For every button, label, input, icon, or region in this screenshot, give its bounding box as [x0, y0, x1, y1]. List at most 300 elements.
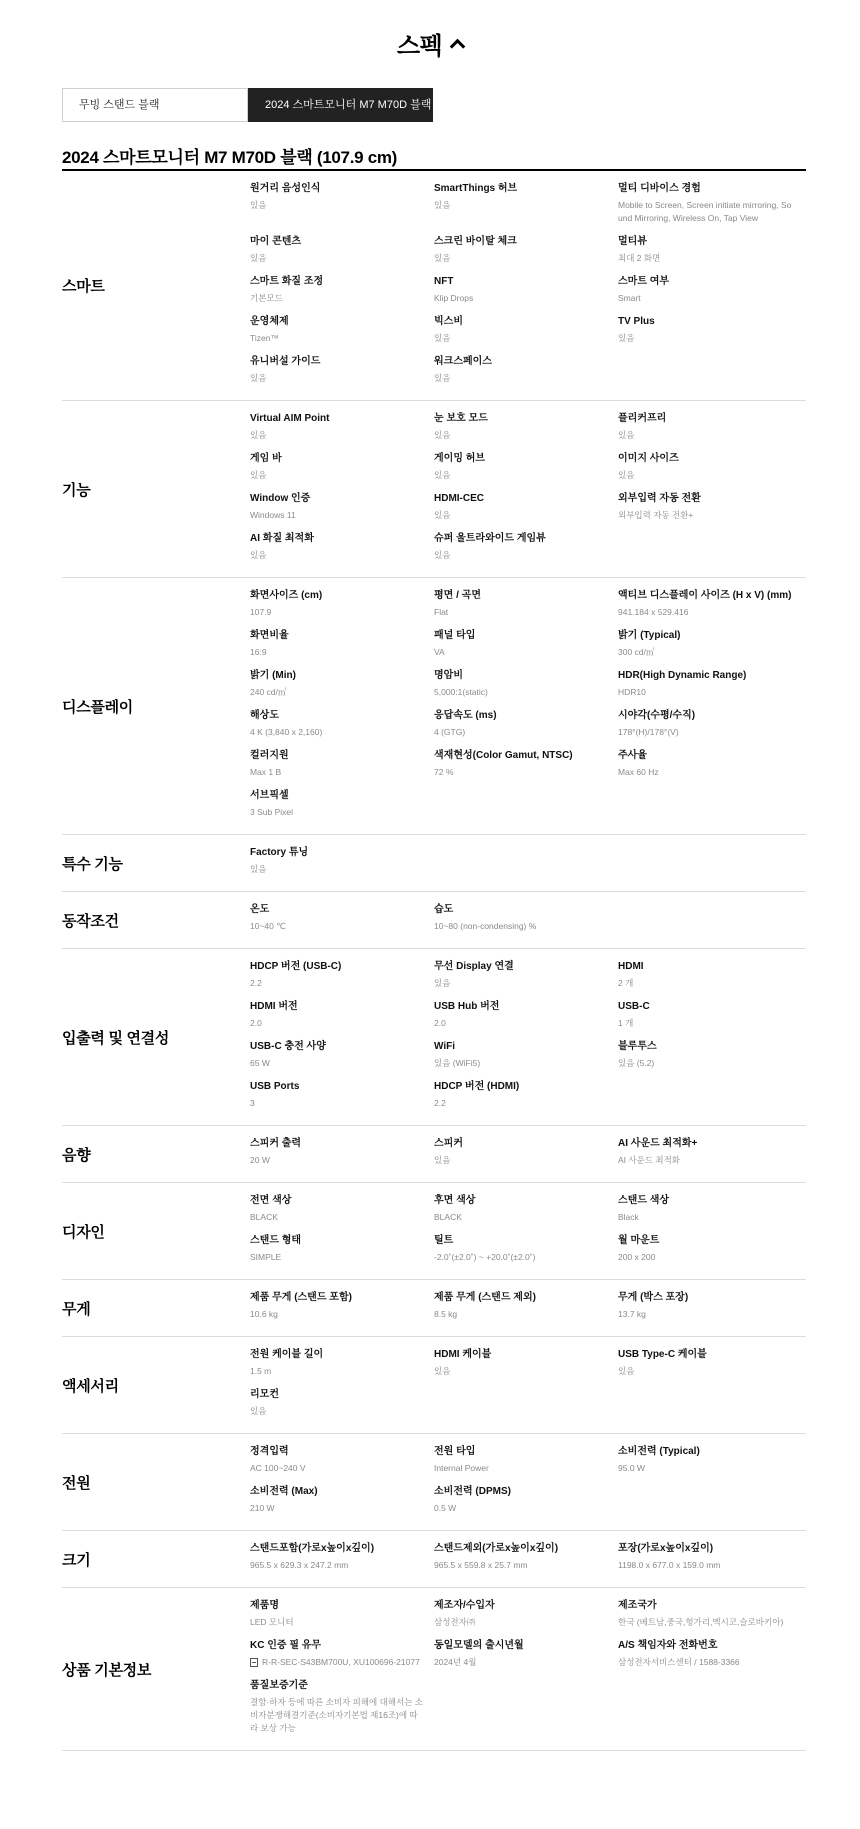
spec-value-text: 있음 [618, 1366, 635, 1376]
spec-value [250, 1502, 424, 1515]
section-body [250, 1531, 806, 1587]
spec-label: Virtual AIM Point [250, 413, 330, 424]
model-tabs [62, 88, 478, 122]
spec-value-text: 한국 (베트남,중국,헝가리,멕시코,슬로바키아) [618, 1617, 784, 1627]
spec-value-text: Max 60 Hz [618, 767, 659, 777]
spec-label: 제조자/수입자 [434, 1600, 495, 1611]
spec-label: NFT [434, 276, 454, 287]
spec-item [618, 1347, 802, 1387]
spec-value [618, 1154, 792, 1167]
spec-value [250, 509, 424, 522]
spec-value [250, 977, 424, 990]
spec-value [434, 1502, 608, 1515]
spec-value [250, 292, 424, 305]
spec-label: 스탠드포함(가로x높이x깊이) [250, 1543, 375, 1554]
section-body [250, 1434, 806, 1530]
spec-value [250, 1251, 424, 1264]
section-title: 디자인 [62, 1223, 105, 1241]
spec-value-text: Max 1 B [250, 767, 282, 777]
spec-value-text: 있음 [250, 200, 267, 210]
spec-item [618, 1444, 802, 1484]
spec-value-text: Black [618, 1212, 639, 1222]
spec-section [62, 949, 806, 1126]
spec-value [434, 646, 608, 659]
spec-item [618, 411, 802, 451]
spec-item [434, 314, 618, 354]
spec-value [434, 1308, 608, 1321]
spec-value-text: 있음 [250, 373, 267, 383]
spec-value-text: 2.2 [250, 978, 262, 988]
spec-value-text: 95.0 W [618, 1463, 645, 1473]
spec-value-text: 삼성전자㈜ [434, 1617, 476, 1627]
spec-value [250, 726, 424, 739]
spec-item [434, 491, 618, 531]
spec-value-text: Flat [434, 607, 449, 617]
spec-item [434, 902, 618, 942]
spec-value-text: 5,000:1(static) [434, 687, 488, 697]
spec-label: 유니버설 가이드 [250, 356, 321, 367]
spec-value [618, 469, 792, 482]
spec-value-text: -2.0˚(±2.0˚) ~ +20.0˚(±2.0˚) [434, 1252, 536, 1262]
spec-label: 전원 타입 [434, 1446, 476, 1457]
spec-label: 빅스비 [434, 316, 463, 327]
spec-value-text: 결함·하자 등에 따른 소비자 피해에 대해서는 소비자분쟁해결기준(소비자기본법 제16조)에 따라 보상 가능 [250, 1697, 424, 1733]
spec-label: 스마트 화질 조정 [250, 276, 324, 287]
section-title: 무게 [62, 1300, 91, 1318]
spec-item [250, 1193, 434, 1233]
spec-value [618, 1365, 792, 1378]
spec-value [250, 806, 424, 819]
spec-label: USB-C 충전 사양 [250, 1041, 326, 1052]
spec-grid [250, 588, 806, 828]
spec-value-text: 107.9 [250, 607, 272, 617]
spec-value-text: 있음 [434, 200, 451, 210]
spec-label: 제품 무게 (스탠드 포함) [250, 1292, 352, 1303]
spec-value-text: 최대 2 화면 [618, 253, 661, 263]
spec-value-text: 10~80 (non-condensing) % [434, 921, 537, 931]
spec-item [618, 1598, 802, 1638]
section-title: 상품 기본정보 [62, 1661, 152, 1679]
spec-value [434, 549, 608, 562]
spec-label: 색재현성(Color Gamut, NTSC) [434, 750, 573, 761]
spec-label: 제품명 [250, 1600, 279, 1611]
spec-value-text: Mobile to Screen, Screen initiate mirroring, Sound Mirroring, Wireless On, Tap View [618, 200, 792, 223]
spec-value-text: VA [434, 647, 445, 657]
spec-item [434, 1193, 618, 1233]
spec-item [618, 999, 802, 1039]
spec-label: 플리커프리 [618, 413, 667, 424]
spec-item [250, 708, 434, 748]
spec-value-text: 있음 (WiFi5) [434, 1058, 481, 1068]
spec-value-text: 있음 [618, 333, 635, 343]
spec-value [250, 1365, 424, 1378]
section-body [250, 578, 806, 834]
spec-label: 응답속도 (ms) [434, 710, 497, 721]
spec-value-text: 3 Sub Pixel [250, 807, 293, 817]
spec-item [250, 902, 434, 942]
spec-label: USB Type-C 케이블 [618, 1349, 707, 1360]
spec-label: 운영체제 [250, 316, 289, 327]
spec-item [250, 588, 434, 628]
spec-label: 스피커 출력 [250, 1138, 302, 1149]
spec-value-text: BLACK [434, 1212, 462, 1222]
spec-value [618, 1017, 792, 1030]
spec-label: 화면사이즈 (cm) [250, 590, 323, 601]
spec-value [618, 646, 792, 659]
spec-value-text: HDR10 [618, 687, 646, 697]
spec-value [618, 429, 792, 442]
spec-label: AI 화질 최적화 [250, 533, 314, 544]
spec-item [250, 1541, 434, 1581]
spec-item [250, 451, 434, 491]
spec-grid [250, 181, 806, 394]
spec-item [434, 1638, 618, 1678]
spec-value [250, 920, 424, 933]
spec-value-text: 있음 [618, 470, 635, 480]
spec-label: 액티브 디스플레이 사이즈 (H x V) (mm) [618, 590, 792, 601]
spec-value-text: 941.184 x 529.416 [618, 607, 689, 617]
spec-grid [250, 902, 806, 942]
spec-label: 틸트 [434, 1235, 454, 1246]
spec-value-text: 있음 [434, 333, 451, 343]
spec-item [618, 1039, 802, 1079]
spec-value [250, 1017, 424, 1030]
spec-item [618, 668, 802, 708]
spec-value [618, 509, 792, 522]
spec-item [250, 1484, 434, 1524]
spec-value-text: 300 cd/㎡ [618, 647, 655, 657]
spec-item [434, 531, 618, 571]
spec-value [434, 1097, 608, 1110]
spec-label: 정격입력 [250, 1446, 289, 1457]
spec-item [434, 668, 618, 708]
spec-label: 컬러지원 [250, 750, 289, 761]
spec-value-text: 있음 [250, 253, 267, 263]
tab-moving-stand-black[interactable]: 무빙 스탠드 블랙 [62, 88, 248, 122]
spec-item [434, 628, 618, 668]
spec-value-text: 10~40 ℃ [250, 921, 286, 931]
spec-label: 소비전력 (Max) [250, 1486, 318, 1497]
spec-value-text: 965.5 x 629.3 x 247.2 mm [250, 1560, 349, 1570]
spec-value-text: 있음 [434, 510, 451, 520]
spec-value-text: 8.5 kg [434, 1309, 458, 1319]
spec-item [434, 354, 618, 394]
spec-value [434, 1462, 608, 1475]
spec-section [62, 1280, 806, 1337]
spec-item [434, 748, 618, 788]
spec-value-text: 72 % [434, 767, 454, 777]
spec-grid [250, 1347, 806, 1427]
spec-value [618, 1308, 792, 1321]
spec-item [434, 1484, 618, 1524]
section-body [250, 1183, 806, 1279]
spec-label: 전면 색상 [250, 1195, 292, 1206]
spec-grid [250, 1541, 806, 1581]
spec-value [618, 726, 792, 739]
spec-value [250, 252, 424, 265]
spec-value-text: 있음 [618, 430, 635, 440]
spec-value [434, 1616, 608, 1629]
spec-label: 품질보증기준 [250, 1680, 308, 1691]
spec-item [618, 748, 802, 788]
spec-label: 무게 (박스 포장) [618, 1292, 689, 1303]
spec-value-text: 1198.0 x 677.0 x 159.0 mm [618, 1560, 721, 1570]
spec-label: A/S 책임자와 전화번호 [618, 1640, 718, 1651]
spec-value [250, 606, 424, 619]
spec-item [250, 748, 434, 788]
spec-value-text: 있음 [250, 864, 267, 874]
spec-label: 월 마운트 [618, 1235, 660, 1246]
spec-label: 원거리 음성인식 [250, 183, 321, 194]
spec-label: Window 인증 [250, 493, 311, 504]
spec-item [250, 1290, 434, 1330]
spec-value [250, 686, 424, 699]
spec-item [434, 999, 618, 1039]
spec-item [250, 668, 434, 708]
spec-item [618, 181, 802, 234]
section-title: 입출력 및 연결성 [62, 1029, 170, 1047]
spec-item [250, 845, 434, 885]
spec-value [618, 766, 792, 779]
spec-value [618, 1251, 792, 1264]
spec-value-text: 4 K (3,840 x 2,160) [250, 727, 323, 737]
spec-value-text: 2.0 [434, 1018, 446, 1028]
spec-toggle-header[interactable] [0, 26, 860, 60]
spec-value-text: 3 [250, 1098, 255, 1108]
spec-item [618, 1233, 802, 1273]
spec-item [434, 234, 618, 274]
spec-label: 평면 / 곡면 [434, 590, 481, 601]
spec-value-text: 있음 [434, 978, 451, 988]
spec-item [434, 411, 618, 451]
spec-value [434, 686, 608, 699]
spec-value [250, 1616, 424, 1629]
spec-value-text: 있음 [434, 470, 451, 480]
spec-value [618, 606, 792, 619]
spec-item [618, 234, 802, 274]
spec-section [62, 171, 806, 401]
spec-item [434, 1079, 618, 1119]
spec-section [62, 1434, 806, 1531]
spec-value [250, 199, 424, 212]
spec-label: 멀티뷰 [618, 236, 647, 247]
section-title: 디스플레이 [62, 698, 133, 716]
spec-label: TV Plus [618, 316, 655, 327]
spec-item [250, 628, 434, 668]
spec-value-text: 있음 [434, 253, 451, 263]
spec-value-text: Windows 11 [250, 510, 296, 520]
spec-value-text: 2024년 4월 [434, 1657, 477, 1667]
spec-item [618, 1290, 802, 1330]
spec-value-text: 20 W [250, 1155, 270, 1165]
spec-value [618, 1462, 792, 1475]
spec-item [618, 1136, 802, 1176]
spec-value [434, 292, 608, 305]
spec-value-text: 10.6 kg [250, 1309, 278, 1319]
section-body [250, 835, 806, 891]
spec-item [618, 628, 802, 668]
spec-label: 제조국가 [618, 1600, 657, 1611]
spec-section [62, 892, 806, 949]
spec-label: 온도 [250, 904, 270, 915]
spec-label: 명암비 [434, 670, 463, 681]
spec-label: 포장(가로x높이x깊이) [618, 1543, 714, 1554]
spec-value [434, 199, 608, 212]
spec-section [62, 1588, 806, 1751]
spec-label: 서브픽셀 [250, 790, 289, 801]
section-title: 기능 [62, 481, 91, 499]
spec-value [250, 1211, 424, 1224]
spec-value-text: 있음 [250, 1406, 267, 1416]
spec-value-text: 2.2 [434, 1098, 446, 1108]
section-body [250, 949, 806, 1125]
spec-item [250, 1233, 434, 1273]
spec-label: 외부입력 자동 전환 [618, 493, 701, 504]
spec-grid [250, 1193, 806, 1273]
section-title: 특수 기능 [62, 855, 123, 873]
spec-value [618, 686, 792, 699]
spec-label: HDR(High Dynamic Range) [618, 670, 747, 681]
spec-item [434, 959, 618, 999]
spec-item [618, 1638, 802, 1678]
model-title: 2024 스마트모니터 M7 M70D 블랙 (107.9 cm) [62, 148, 398, 167]
spec-label: 주사율 [618, 750, 647, 761]
spec-item [250, 959, 434, 999]
spec-label: 스탠드 색상 [618, 1195, 670, 1206]
section-title: 크기 [62, 1551, 91, 1569]
spec-value-text: Tizen™ [250, 333, 279, 343]
spec-item [434, 274, 618, 314]
spec-value-text: 13.7 kg [618, 1309, 646, 1319]
spec-value-text: Internal Power [434, 1463, 489, 1473]
spec-value [434, 332, 608, 345]
spec-item [618, 314, 802, 354]
spec-grid [250, 1290, 806, 1330]
spec-value [250, 863, 424, 876]
spec-value [250, 1057, 424, 1070]
spec-value [434, 1365, 608, 1378]
spec-section [62, 835, 806, 892]
spec-value-text: 16:9 [250, 647, 267, 657]
spec-value-text: 있음 [434, 550, 451, 560]
spec-item [250, 1638, 434, 1678]
spec-value-text: 240 cd/㎡ [250, 687, 287, 697]
spec-item [250, 531, 434, 571]
spec-section [62, 1126, 806, 1183]
spec-value [250, 1097, 424, 1110]
spec-value [250, 372, 424, 385]
spec-value [618, 1559, 792, 1572]
spec-value-text: 있음 [434, 373, 451, 383]
spec-value [618, 332, 792, 345]
spec-item [250, 788, 434, 828]
spec-value [250, 646, 424, 659]
spec-item [250, 1598, 434, 1638]
spec-item [434, 1290, 618, 1330]
spec-grid [250, 1598, 806, 1744]
spec-value [434, 920, 608, 933]
spec-value [434, 1057, 608, 1070]
spec-value [250, 1308, 424, 1321]
spec-item [434, 181, 618, 234]
chevron-up-icon[interactable] [450, 39, 466, 55]
spec-value-text: 있음 (5.2) [618, 1058, 655, 1068]
spec-item [618, 491, 802, 531]
spec-value-text: 2.0 [250, 1018, 262, 1028]
spec-label: HDMI-CEC [434, 493, 484, 504]
spec-label: WiFi [434, 1041, 456, 1052]
spec-grid [250, 1444, 806, 1524]
spec-value [250, 766, 424, 779]
spec-value-text: 4 (GTG) [434, 727, 466, 737]
spec-section [62, 401, 806, 578]
spec-label: 동일모델의 출시년월 [434, 1640, 524, 1651]
spec-label: 소비전력 (DPMS) [434, 1486, 511, 1497]
spec-section [62, 578, 806, 835]
spec-section [62, 1183, 806, 1280]
section-title: 전원 [62, 1474, 91, 1492]
spec-item [434, 1233, 618, 1273]
spec-value-text: 기본모드 [250, 293, 283, 303]
spec-value [618, 1211, 792, 1224]
spec-value-text: Smart [618, 293, 641, 303]
spec-value [434, 766, 608, 779]
spec-label: 제품 무게 (스탠드 제외) [434, 1292, 536, 1303]
spec-label: 스탠드 형태 [250, 1235, 302, 1246]
kc-mark-icon [250, 1658, 258, 1667]
spec-label: 블루투스 [618, 1041, 657, 1052]
spec-label: HDMI [618, 961, 644, 972]
spec-value-text: 있음 [250, 470, 267, 480]
spec-label: 리모컨 [250, 1389, 279, 1400]
spec-item [250, 491, 434, 531]
spec-value [618, 1616, 792, 1629]
spec-value [250, 1656, 424, 1669]
spec-item [434, 1347, 618, 1387]
spec-item [250, 1444, 434, 1484]
spec-item [434, 1541, 618, 1581]
spec-value-text: 965.5 x 559.8 x 25.7 mm [434, 1560, 528, 1570]
spec-value-text: AI 사운드 최적화 [618, 1155, 681, 1165]
spec-value [618, 1656, 792, 1669]
spec-value [250, 469, 424, 482]
spec-item [250, 1678, 434, 1744]
section-title: 액세서리 [62, 1377, 119, 1395]
spec-label: 게임 바 [250, 453, 282, 464]
section-body [250, 1126, 806, 1182]
spec-item [618, 1541, 802, 1581]
spec-value [250, 1405, 424, 1418]
spec-label: HDMI 케이블 [434, 1349, 492, 1360]
spec-value-text: LED 모니터 [250, 1617, 294, 1627]
spec-label: 전원 케이블 길이 [250, 1349, 324, 1360]
spec-label: HDCP 버전 (HDMI) [434, 1081, 520, 1092]
spec-label: 후면 색상 [434, 1195, 476, 1206]
section-body [250, 892, 806, 948]
spec-value [434, 252, 608, 265]
spec-value-text: R-R-SEC-S43BM700U, XU100696-21077 [262, 1657, 420, 1667]
spec-label: 마이 콘텐츠 [250, 236, 302, 247]
spec-value-text: 1 개 [618, 1018, 634, 1028]
spec-item [250, 234, 434, 274]
spec-value-text: Klip Drops [434, 293, 474, 303]
tab-smart-monitor-m7[interactable]: 2024 스마트모니터 M7 M70D 블랙 (107.9 ... [248, 88, 433, 122]
spec-value [434, 1251, 608, 1264]
spec-value [434, 1154, 608, 1167]
spec-label: 밝기 (Min) [250, 670, 296, 681]
spec-section [62, 1337, 806, 1434]
spec-item [434, 588, 618, 628]
